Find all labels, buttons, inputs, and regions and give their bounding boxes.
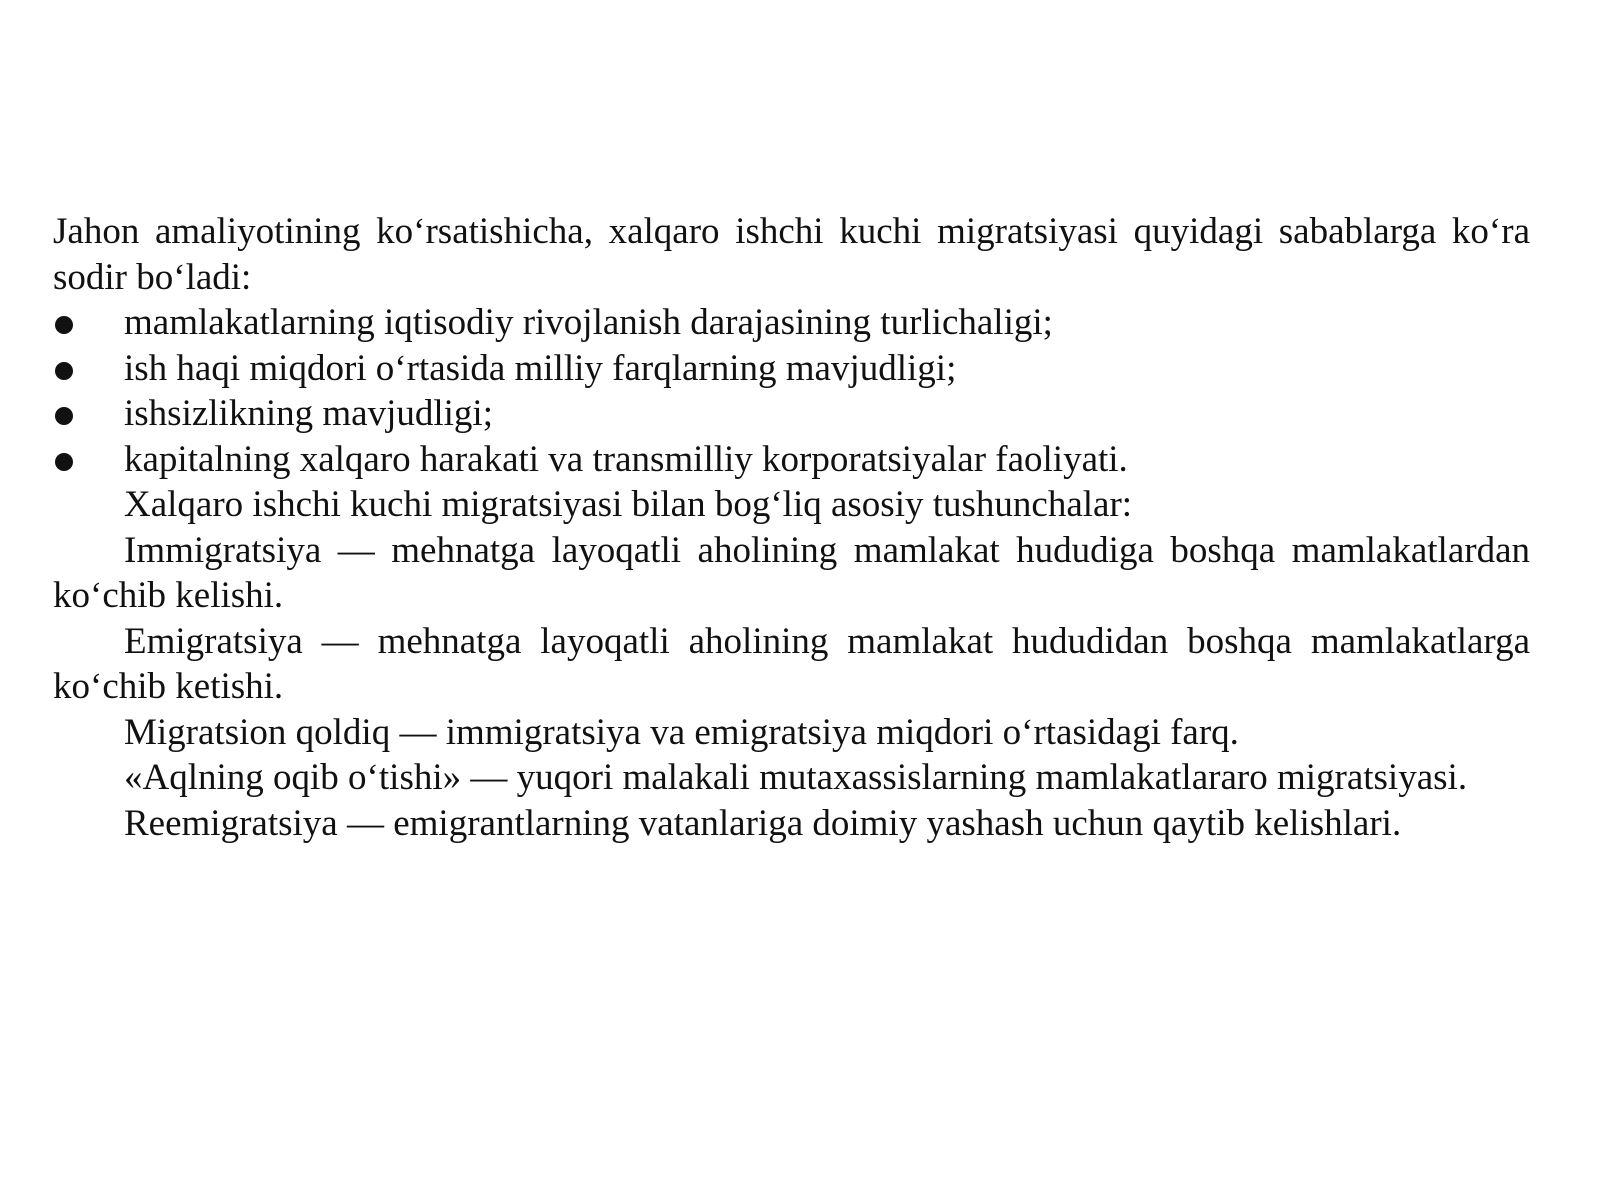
definition-term: Immigratsiya — [124, 529, 322, 571]
intro-paragraph: Jahon amaliyotining ko‘rsatishicha, xalqaro ishchi kuchi migratsiyasi quyidagi sabablarga ko‘ra sodir bo‘ladi: — [53, 211, 1530, 298]
definition-text: — mehnatga layoqatli aholining mamlakat hududiga boshqa mamlakatlardan ko‘chib kelishi. — [53, 529, 1530, 616]
concepts-heading: Xalqaro ishchi kuchi migratsiyasi bilan bog‘liq asosiy tushunchalar: — [124, 484, 1133, 525]
definition-text: — yuqori malakali mutaxassislarning mamlakatlararo migratsiyasi. — [461, 757, 1468, 798]
list-item — [53, 391, 1530, 437]
definition-paragraph — [53, 619, 1530, 710]
definition-term: Reemigratsiya — [124, 802, 338, 844]
bullet-icon — [55, 407, 73, 425]
bullet-icon — [55, 362, 73, 380]
definition-paragraph — [53, 710, 1530, 756]
list-item-text: mamlakatlarning iqtisodiy rivojlanish darajasining turlichaligi; — [124, 302, 1053, 343]
definition-term: «Aqlning oqib o‘tishi» — [124, 757, 462, 798]
reasons-list — [53, 300, 1530, 482]
definition-text: — immigratsiya va emigratsiya miqdori o‘rtasidagi farq. — [390, 711, 1239, 753]
definition-paragraph — [53, 801, 1530, 847]
list-item-text: ishsizlikning mavjudligi; — [124, 393, 493, 434]
list-item — [53, 300, 1530, 346]
definition-paragraph — [53, 528, 1530, 619]
list-item — [53, 437, 1530, 483]
definition-text: — emigrantlarning vatanlariga doimiy yashash uchun qaytib kelishlari. — [337, 802, 1402, 844]
definition-paragraph — [53, 755, 1530, 801]
document-page — [53, 209, 1530, 846]
list-item-text: ish haqi miqdori o‘rtasida milliy farqlarning mavjudligi; — [124, 347, 957, 389]
definition-text: — mehnatga layoqatli aholining mamlakat hududidan boshqa mamlakatlarga ko‘chib ketishi. — [53, 620, 1530, 707]
bullet-icon — [55, 453, 73, 471]
definition-term: Migratsion qoldiq — [124, 711, 391, 753]
definition-term: Emigratsiya — [124, 620, 303, 662]
bullet-icon — [55, 316, 73, 334]
list-item-text: kapitalning xalqaro harakati va transmilliy korporatsiyalar faoliyati. — [124, 438, 1128, 480]
list-item — [53, 346, 1530, 392]
